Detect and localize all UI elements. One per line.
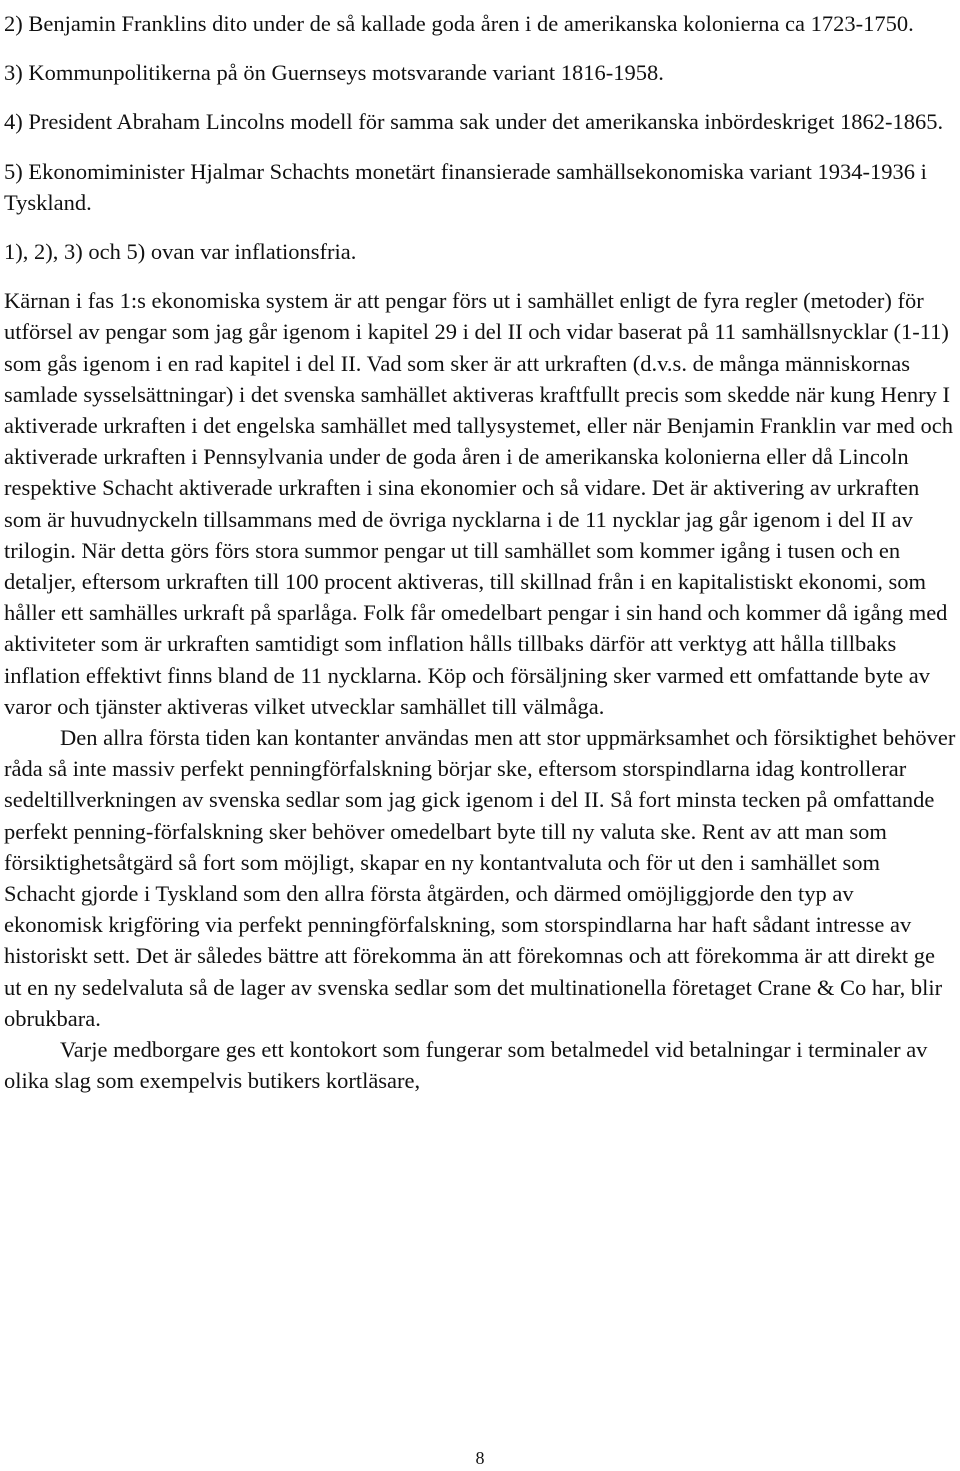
list-item-3: 3) Kommunpolitikerna på ön Guernseys motsvarande variant 1816-1958. — [4, 60, 664, 86]
page-number: 8 — [475, 1448, 485, 1468]
list-item-5: 5) Ekonomiminister Hjalmar Schachts monetärt finansierade samhällsekonomiska variant 1934-1936 i Tyskland. — [4, 158, 927, 215]
paragraph-account-card: Varje medborgare ges ett kontokort som fungerar som betalmedel vid betalningar i terminaler av olika slag som exempelvis butikers kortläsare, — [4, 1037, 928, 1094]
paragraph-core-system: Kärnan i fas 1:s ekonomiska system är att pengar förs ut i samhället enligt de fyra regler (metoder) för utförsel av pengar som jag går igenom i kapitel 29 i del II och vidar baserat på 11 samhällsnycklar (1-11) som gås igenom i en rad kapitel i del II. Vad som sker är att urkraften (d.v.s. de många människornas samlade sysselsättningar) i det svenska samhället aktiveras kraftfullt precis som skedde när kung Henry I aktiverade urkraften i det engelska samhället med tallysystemet, eller när Benjamin Franklin var med och aktiverade urkraften i Pennsylvania under de goda åren i de amerikanska kolonierna eller då Lincoln respektive Schacht aktiverade urkraften i sina ekonomier och så vidare. Det är aktivering av urkraften som är huvudnyckeln tillsammans med de övriga nycklarna i de 11 nycklar jag går igenom i del II av trilogin. När detta görs förs stora summor pengar ut till samhället som kommer igång i tusen och en detaljer, eftersom urkraften till 100 procent aktiveras, till skillnad från i en kapitalistiskt ekonomi, som håller ett samhälles urkraft på sparlåga. Folk får omedelbart pengar i sin hand och kommer då igång med aktiviteter som är urkraften samtidigt som inflation hålls tillbaks därför att verktyg att hålla tillbaks inflation effektivt finns bland de 11 nycklarna. Köp och försäljning sker varmed ett omfattande byte av varor och tjänster aktiveras vilket utvecklar samhället till välmåga. — [4, 288, 954, 719]
inflation-summary: 1), 2), 3) och 5) ovan var inflationsfria. — [4, 239, 357, 265]
list-item-2: 2) Benjamin Franklins dito under de så kallade goda åren i de amerikanska kolonierna ca 1723-1750. — [4, 11, 914, 36]
list-item-4: 4) President Abraham Lincolns modell för samma sak under det amerikanska inbördeskriget 1862-1865. — [4, 109, 944, 135]
paragraph-cash-phase: Den allra första tiden kan kontanter användas men att stor uppmärksamhet och försiktighet behöver råda så inte massiv perfekt penningförfalskning börjar ske, eftersom storspindlarna idag kontrollerar sedeltillverkningen av svenska sedlar som jag gick igenom i del II. Så fort minsta tecken på omfattande perfekt penning-förfalskning sker behöver omedelbart byte till ny valuta ske. Rent av att man som försiktighetsåtgärd så fort som möjligt, skapar en ny kontantvaluta och för ut den i samhället som Schacht gjorde i Tyskland som den allra första åtgärden, och därmed omöjliggjorde den typ av ekonomisk krigföring via perfekt penningförfalskning, som storspindlarna har haft sådant intresse av historiskt sett. Det är således bättre att förekomma än att förekomnas och att förekomma är att direkt ge ut en ny sedelvaluta så de lager av svenska sedlar som det multinationella företaget Crane & Co har, blir obrukbara. — [4, 725, 956, 1031]
